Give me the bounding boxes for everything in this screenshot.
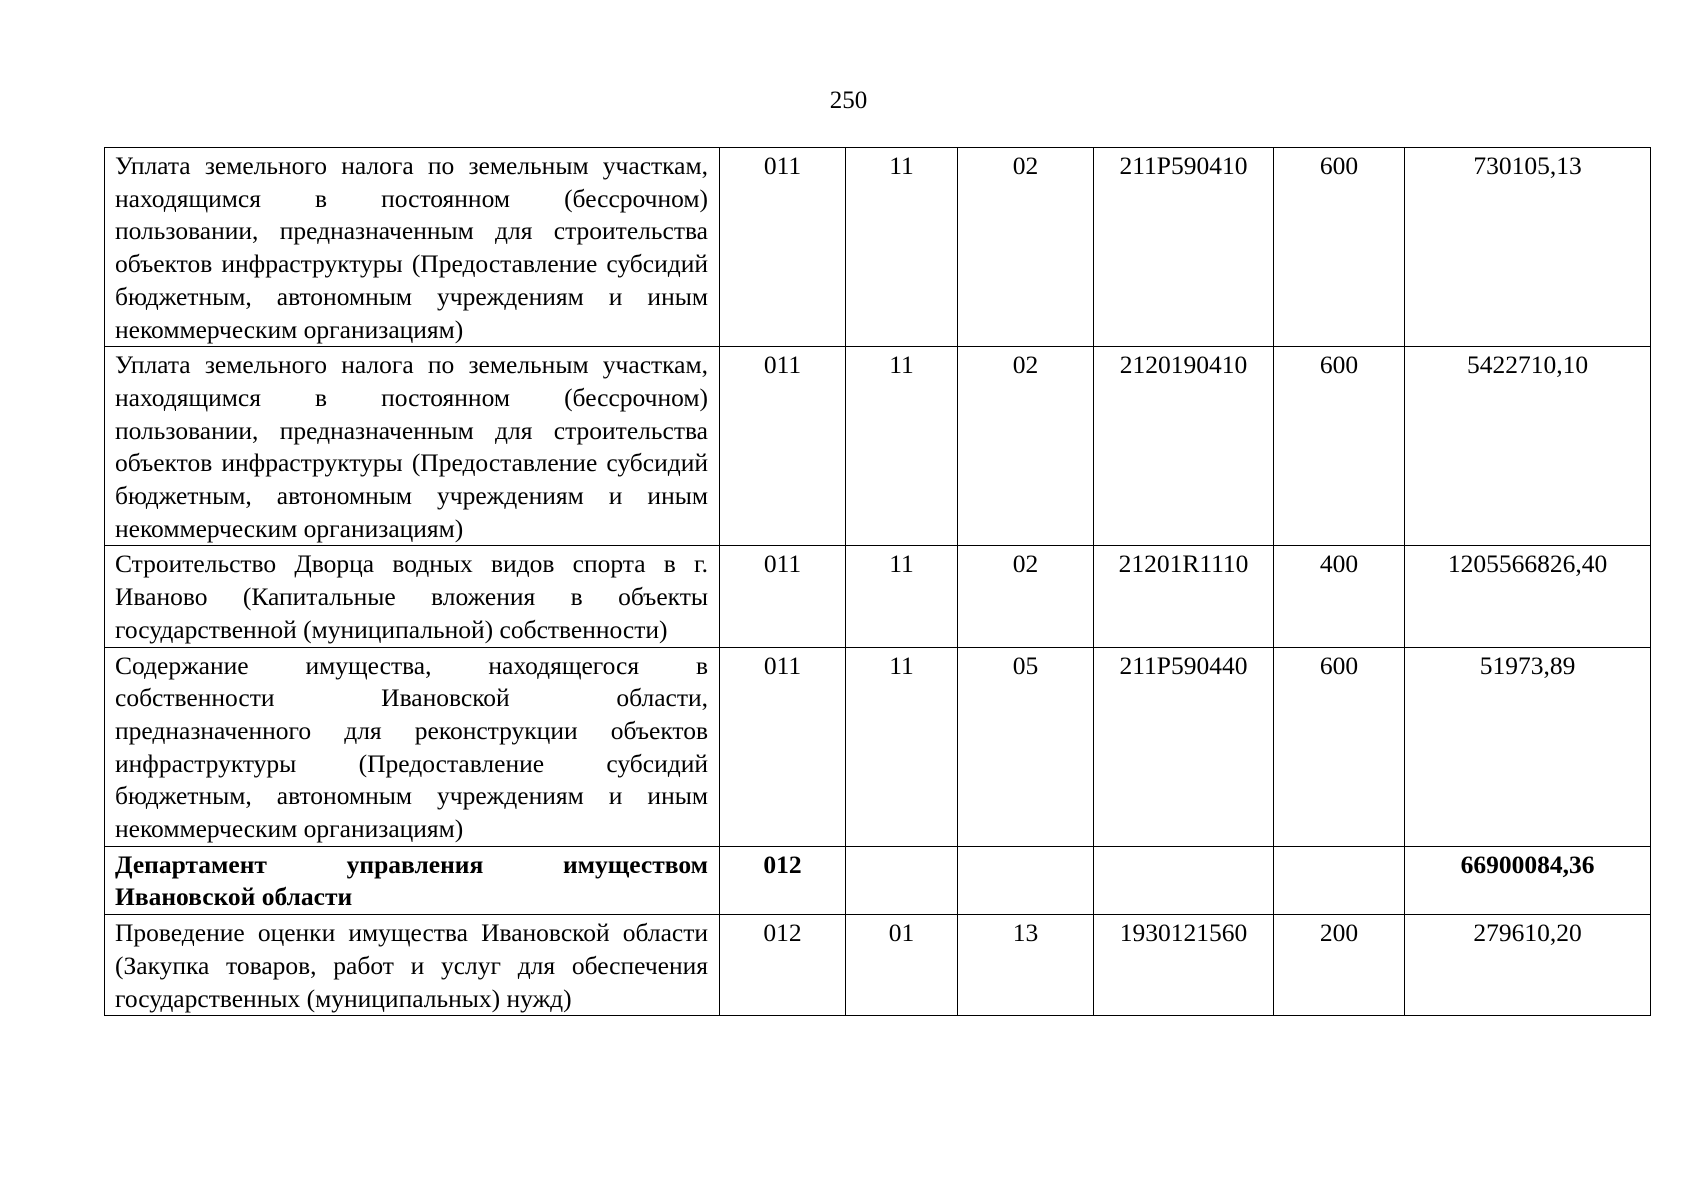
cell-grbs-code: 012 [720,915,846,1016]
table-row [105,347,1651,546]
cell-expense-type: 400 [1274,546,1405,647]
cell-section-code: 11 [846,347,958,546]
cell-subsection-code: 05 [958,647,1094,846]
cell-grbs-code: 011 [720,148,846,347]
table-row [105,915,1651,1016]
cell-item-name: Уплата земельного налога по земельным участкам, находящимся в постоянном (бессрочном) пользовании, предназначенным для строительства объектов инфраструктуры (Предоставление субсидий бюджетным, автономным учреждениям и иным некоммерческим организациям) [105,347,720,546]
cell-expense-type: 600 [1274,647,1405,846]
cell-amount: 1205566826,40 [1405,546,1651,647]
cell-item-name: Содержание имущества, находящегося в собственности Ивановской области, предназначенного для реконструкции объектов инфраструктуры (Предоставление субсидий бюджетным, автономным учреждениям и иным некоммерческим организациям) [105,647,720,846]
cell-item-name: Строительство Дворца водных видов спорта в г. Иваново (Капитальные вложения в объекты государственной (муниципальной) собственности) [105,546,720,647]
cell-amount: 279610,20 [1405,915,1651,1016]
cell-amount: 730105,13 [1405,148,1651,347]
cell-subsection-code [958,846,1094,914]
cell-grbs-code: 012 [720,846,846,914]
cell-expense-type: 200 [1274,915,1405,1016]
cell-subsection-code: 02 [958,148,1094,347]
cell-target-article [1094,846,1274,914]
cell-section-code: 11 [846,647,958,846]
cell-section-code [846,846,958,914]
cell-item-name: Департамент управления имуществом Ивановской области [105,846,720,914]
page-number: 250 [829,87,868,114]
cell-item-name: Проведение оценки имущества Ивановской области (Закупка товаров, работ и услуг для обеспечения государственных (муниципальных) нужд) [105,915,720,1016]
cell-amount: 51973,89 [1405,647,1651,846]
cell-amount: 5422710,10 [1405,347,1651,546]
cell-target-article: 1930121560 [1094,915,1274,1016]
cell-expense-type: 600 [1274,148,1405,347]
cell-grbs-code: 011 [720,647,846,846]
cell-section-code: 11 [846,148,958,347]
table-row [105,148,1651,347]
cell-grbs-code: 011 [720,546,846,647]
cell-section-code: 11 [846,546,958,647]
cell-section-code: 01 [846,915,958,1016]
cell-item-name: Уплата земельного налога по земельным участкам, находящимся в постоянном (бессрочном) пользовании, предназначенным для строительства объектов инфраструктуры (Предоставление субсидий бюджетным, автономным учреждениям и иным некоммерческим организациям) [105,148,720,347]
table-row [105,546,1651,647]
cell-target-article: 2120190410 [1094,347,1274,546]
cell-expense-type: 600 [1274,347,1405,546]
budget-table-body [105,148,1651,1016]
cell-amount: 66900084,36 [1405,846,1651,914]
cell-expense-type [1274,846,1405,914]
cell-subsection-code: 02 [958,347,1094,546]
cell-subsection-code: 02 [958,546,1094,647]
table-row [105,647,1651,846]
cell-subsection-code: 13 [958,915,1094,1016]
table-row [105,846,1651,914]
cell-target-article: 21201R1110 [1094,546,1274,647]
cell-grbs-code: 011 [720,347,846,546]
cell-target-article: 211P590440 [1094,647,1274,846]
cell-target-article: 211P590410 [1094,148,1274,347]
budget-table [104,147,1651,1016]
